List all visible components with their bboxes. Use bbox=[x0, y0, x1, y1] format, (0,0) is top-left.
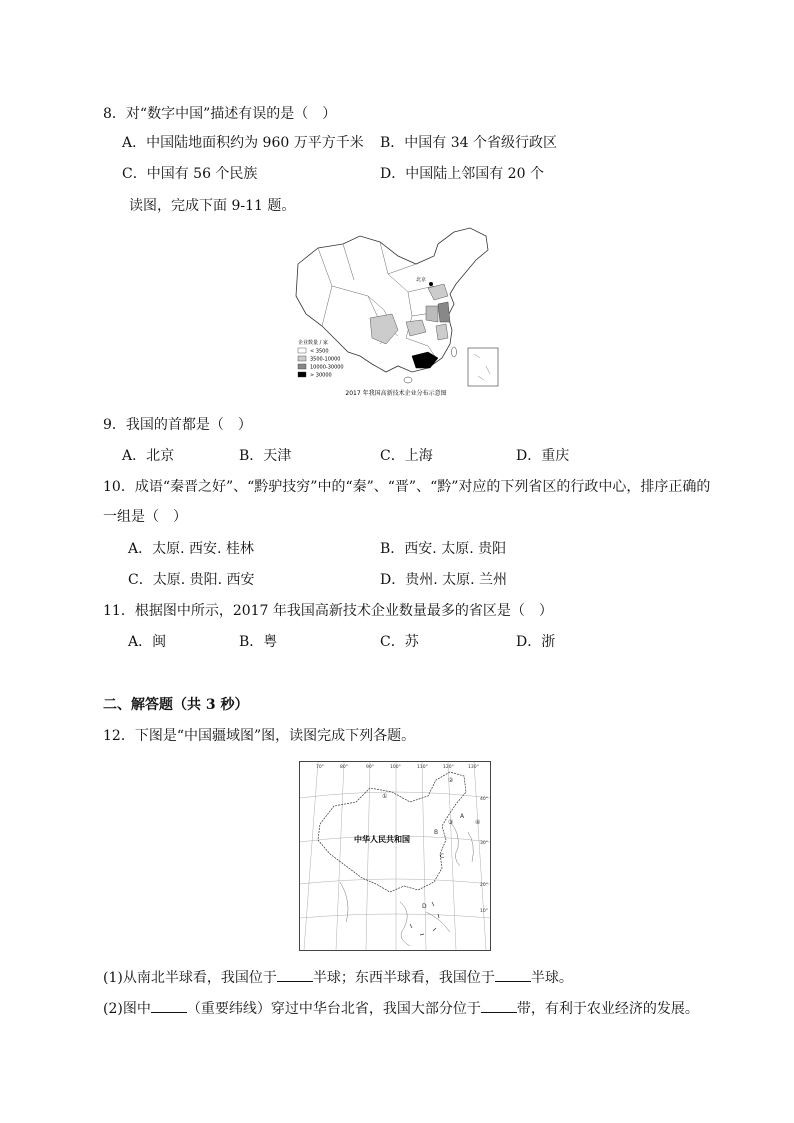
lon-label-120: 120° bbox=[443, 765, 454, 770]
legend-item-3: 10000-30000 bbox=[310, 364, 344, 371]
q10-option-d: D．贵州. 太原. 兰州 bbox=[380, 572, 508, 588]
legend-title: 企业数量 / 家 bbox=[298, 340, 328, 346]
q12-sub1-part-b: 半球；东西半球看，我国位于 bbox=[312, 970, 495, 986]
q9-stem: 9．我国的首都是（ ） bbox=[103, 417, 252, 433]
enterprise-distribution-map bbox=[288, 226, 504, 398]
south-china-sea-inset bbox=[468, 348, 498, 386]
q8-option-d: D．中国陆上邻国有 20 个 bbox=[380, 166, 544, 182]
section-heading: 二、解答题（共 3 秒） bbox=[103, 697, 249, 713]
lon-label-130: 130° bbox=[468, 765, 479, 770]
q12-sub2-part-c: 带，有利于农业经济的发展。 bbox=[516, 1001, 699, 1017]
q12-sub2-part-a: (2)图中 bbox=[103, 1001, 151, 1017]
q9-option-a: A．北京 bbox=[122, 448, 175, 464]
graticule bbox=[300, 762, 490, 950]
q11-option-c: C．苏 bbox=[380, 634, 419, 650]
legend-swatch-2 bbox=[298, 356, 306, 361]
legend-swatch-3 bbox=[298, 364, 306, 369]
lat-label-40: 40° bbox=[480, 797, 488, 802]
beijing-label: 北京 bbox=[416, 277, 427, 283]
china-territory-map bbox=[299, 761, 491, 951]
q12-sub1-part-c: 半球。 bbox=[530, 970, 573, 986]
q12-sub1-part-a: (1)从南北半球看，我国位于 bbox=[103, 970, 277, 986]
lon-label-70: 70° bbox=[316, 765, 324, 770]
intro-text: 读图，完成下面 9-11 题。 bbox=[129, 198, 296, 214]
legend-swatch-4 bbox=[298, 372, 306, 377]
lat-label-10: 10° bbox=[480, 909, 488, 914]
answer-blank-4[interactable] bbox=[481, 998, 517, 1013]
marker-3: ③ bbox=[448, 819, 454, 826]
legend-swatch-1 bbox=[298, 348, 306, 353]
lat-label-20: 20° bbox=[480, 883, 488, 888]
q8-option-a: A．中国陆地面积约为 960 万平方千米 bbox=[122, 135, 364, 151]
lon-label-80: 80° bbox=[340, 765, 348, 770]
answer-blank-1[interactable] bbox=[277, 967, 313, 982]
answer-blank-3[interactable] bbox=[151, 998, 187, 1013]
legend-item-1: < 3500 bbox=[310, 348, 329, 355]
marker-a: A bbox=[460, 813, 465, 820]
q9-option-c: C．上海 bbox=[380, 448, 433, 464]
q11-option-d: D．浙 bbox=[516, 634, 556, 650]
marker-4: ④ bbox=[475, 819, 481, 826]
legend-item-4: > 30000 bbox=[310, 372, 332, 379]
lon-label-110: 110° bbox=[417, 765, 428, 770]
country-label: 中华人民共和国 bbox=[354, 835, 410, 844]
q12-stem: 12．下图是“中国疆域图”图，读图完成下列各题。 bbox=[103, 728, 416, 744]
q9-option-b: B．天津 bbox=[239, 448, 292, 464]
marker-b: B bbox=[434, 829, 439, 836]
marker-2: ② bbox=[448, 777, 454, 784]
q10-option-b: B．西安. 太原. 贵阳 bbox=[380, 541, 507, 557]
china-border bbox=[318, 772, 466, 892]
legend-item-2: 3500-10000 bbox=[310, 356, 341, 363]
q8-option-b: B．中国有 34 个省级行政区 bbox=[380, 135, 558, 151]
answer-blank-2[interactable] bbox=[495, 967, 531, 982]
q8-stem: 8．对“数字中国”描述有误的是（ ） bbox=[103, 106, 337, 122]
q12-sub1 bbox=[103, 967, 573, 988]
anhui-region bbox=[426, 306, 438, 322]
q12-sub2-part-b: （重要纬线）穿过中华台北省，我国大部分位于 bbox=[186, 1001, 481, 1017]
q11-option-b: B．粤 bbox=[239, 634, 278, 650]
marker-d: D bbox=[422, 903, 427, 910]
q12-sub2 bbox=[103, 998, 699, 1019]
lon-label-100: 100° bbox=[390, 765, 401, 770]
q9-option-d: D．重庆 bbox=[516, 448, 570, 464]
map1-caption: 2017 年我国高新技术企业分布示意图 bbox=[345, 390, 447, 397]
jiangsu-region bbox=[438, 302, 450, 322]
q10-option-a: A．太原. 西安. 桂林 bbox=[128, 541, 254, 557]
q8-option-c: C．中国有 56 个民族 bbox=[122, 166, 258, 182]
lat-label-30: 30° bbox=[480, 841, 488, 846]
q11-option-a: A．闽 bbox=[128, 634, 167, 650]
zhejiang-region bbox=[436, 324, 448, 340]
q10-option-c: C．太原. 贵阳. 西安 bbox=[128, 572, 255, 588]
marker-1: ① bbox=[382, 793, 388, 800]
lon-label-90: 90° bbox=[366, 765, 374, 770]
marker-c: C bbox=[440, 853, 445, 860]
q10-stem-line1: 10．成语“秦晋之好”、“黔驴技穷”中的“秦”、“晋”、“黔”对应的下列省区的行政中心，排序正确的 bbox=[103, 479, 711, 495]
q11-stem: 11．根据图中所示，2017 年我国高新技术企业数量最多的省区是（ ） bbox=[103, 603, 553, 619]
q10-stem-line2: 一组是（ ） bbox=[103, 509, 187, 525]
beijing-marker-icon bbox=[429, 282, 433, 286]
